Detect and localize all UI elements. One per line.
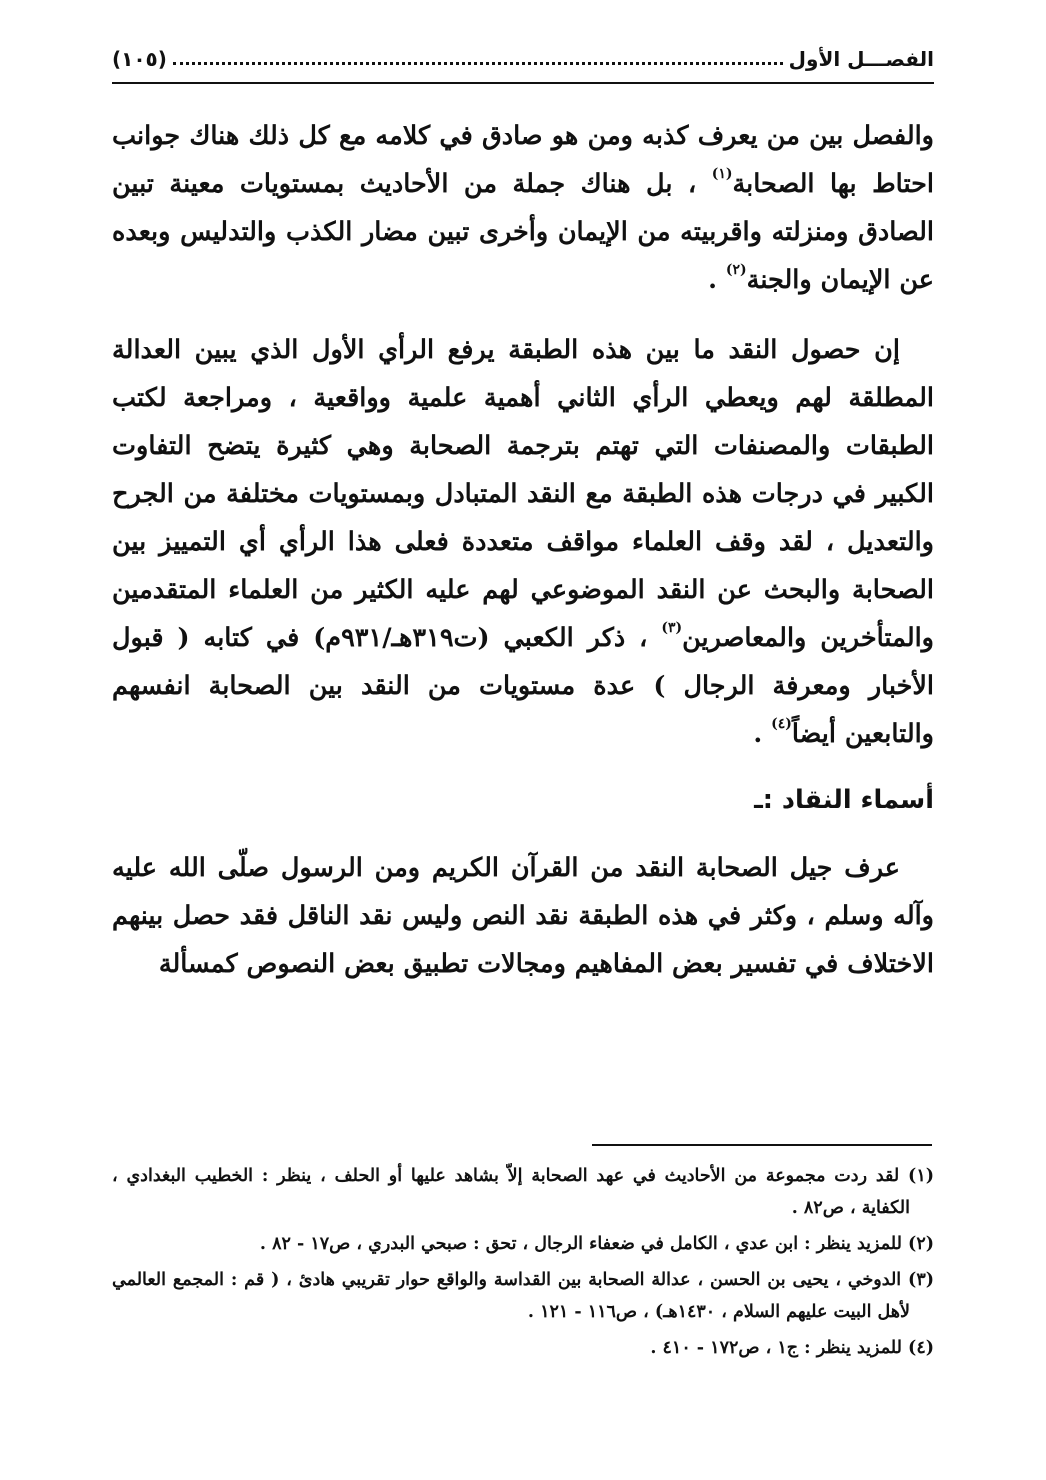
paragraph-2 bbox=[112, 326, 934, 758]
paragraph-2-text-a: إن حصول النقد ما بين هذه الطبقة يرفع الرأي الأول الذي يبين العدالة المطلقة لهم ويعطي الرأي الثاني أهمية علمية وواقعية ، ومراجعة لكتب الطبقات والمصنفات التي تهتم بترجمة الصحابة وهي كثيرة يتضح التفاوت الكبير في درجات هذه الطبقة مع النقد المتبادل وبمستويات مختلفة من الجرح والتعديل ، لقد وقف العلماء مواقف متعددة فعلى هذا الرأي أي التمييز بين الصحابة والبحث عن النقد الموضوعي لهم عليه الكثير من العلماء المتقدمين والمتأخرين والمعاصرين bbox=[112, 335, 934, 653]
section-heading: أسماء النقاد :ـ bbox=[754, 785, 934, 815]
paragraph-2-text-b: ، ذكر الكعبي (ت٣١٩هـ/٩٣١م) في كتابه ( قبول الأخبار ومعرفة الرجال ) عدة مستويات من النقد بين الصحابة انفسهم والتابعين أيضاً bbox=[112, 623, 934, 749]
footnote-3: (٣) الدوخي ، يحيى بن الحسن ، عدالة الصحابة بين القداسة والواقع حوار تقريبي هادئ ، ( قم : المجمع العالمي لأهل البيت عليهم السلام ، ١٤٣٠هـ) ، ص١١٦ - ١٢١ . bbox=[112, 1270, 934, 1322]
main-text bbox=[112, 112, 934, 1010]
footnote-2: (٢) للمزيد ينظر : ابن عدي ، الكامل في ضعفاء الرجال ، تحق : صبحي البدري ، ص١٧ - ٨٢ . bbox=[259, 1234, 934, 1254]
paragraph-1-text-c: . bbox=[708, 265, 726, 295]
paragraph-1 bbox=[112, 112, 934, 304]
page-number: (١٠٥) bbox=[112, 47, 167, 71]
header-dot-leader bbox=[173, 62, 783, 65]
footnote-ref-3: (٣) bbox=[661, 620, 683, 636]
footnotes bbox=[112, 1160, 934, 1368]
footnote-ref-1: (١) bbox=[711, 166, 733, 182]
chapter-title: الفصـــل الأول bbox=[788, 47, 934, 71]
footnote-ref-2: (٢) bbox=[725, 262, 747, 278]
paragraph-3-text: عرف جيل الصحابة النقد من القرآن الكريم ومن الرسول صلّى الله عليه وآله وسلم ، وكثر في هذه الطبقة نقد النص وليس نقد الناقل فقد حصل بينهم الاختلاف في تفسير بعض المفاهيم ومجالات تطبيق بعض النصوص كمسألة bbox=[112, 853, 934, 979]
paragraph-1-text-a: والفصل بين من يعرف كذبه ومن هو صادق في كلامه مع كل ذلك هناك جوانب احتاط بها الصحابة bbox=[112, 121, 934, 199]
paragraph-2-text-c: . bbox=[753, 719, 772, 749]
footnote-4: (٤) للمزيد ينظر : ج١ ، ص١٧٢ - ٤١٠ . bbox=[650, 1338, 934, 1358]
running-header bbox=[112, 42, 934, 76]
paragraph-3 bbox=[112, 844, 934, 988]
footnote-separator bbox=[592, 1144, 932, 1146]
footnote-ref-4: (٤) bbox=[771, 716, 792, 732]
paragraph-1-text-b: ، بل هناك جملة من الأحاديث بمستويات معينة تبين الصادق ومنزلته واقربيته من الإيمان وأخرى تبين مضار الكذب والتدليس وبعده عن الإيمان والجنة bbox=[112, 169, 934, 295]
footnote-1: (١) لقد ردت مجموعة من الأحاديث في عهد الصحابة إلاّ بشاهد عليها أو الحلف ، ينظر : الخطيب البغدادي ، الكفاية ، ص٨٢ . bbox=[112, 1166, 934, 1218]
header-rule bbox=[112, 82, 934, 84]
